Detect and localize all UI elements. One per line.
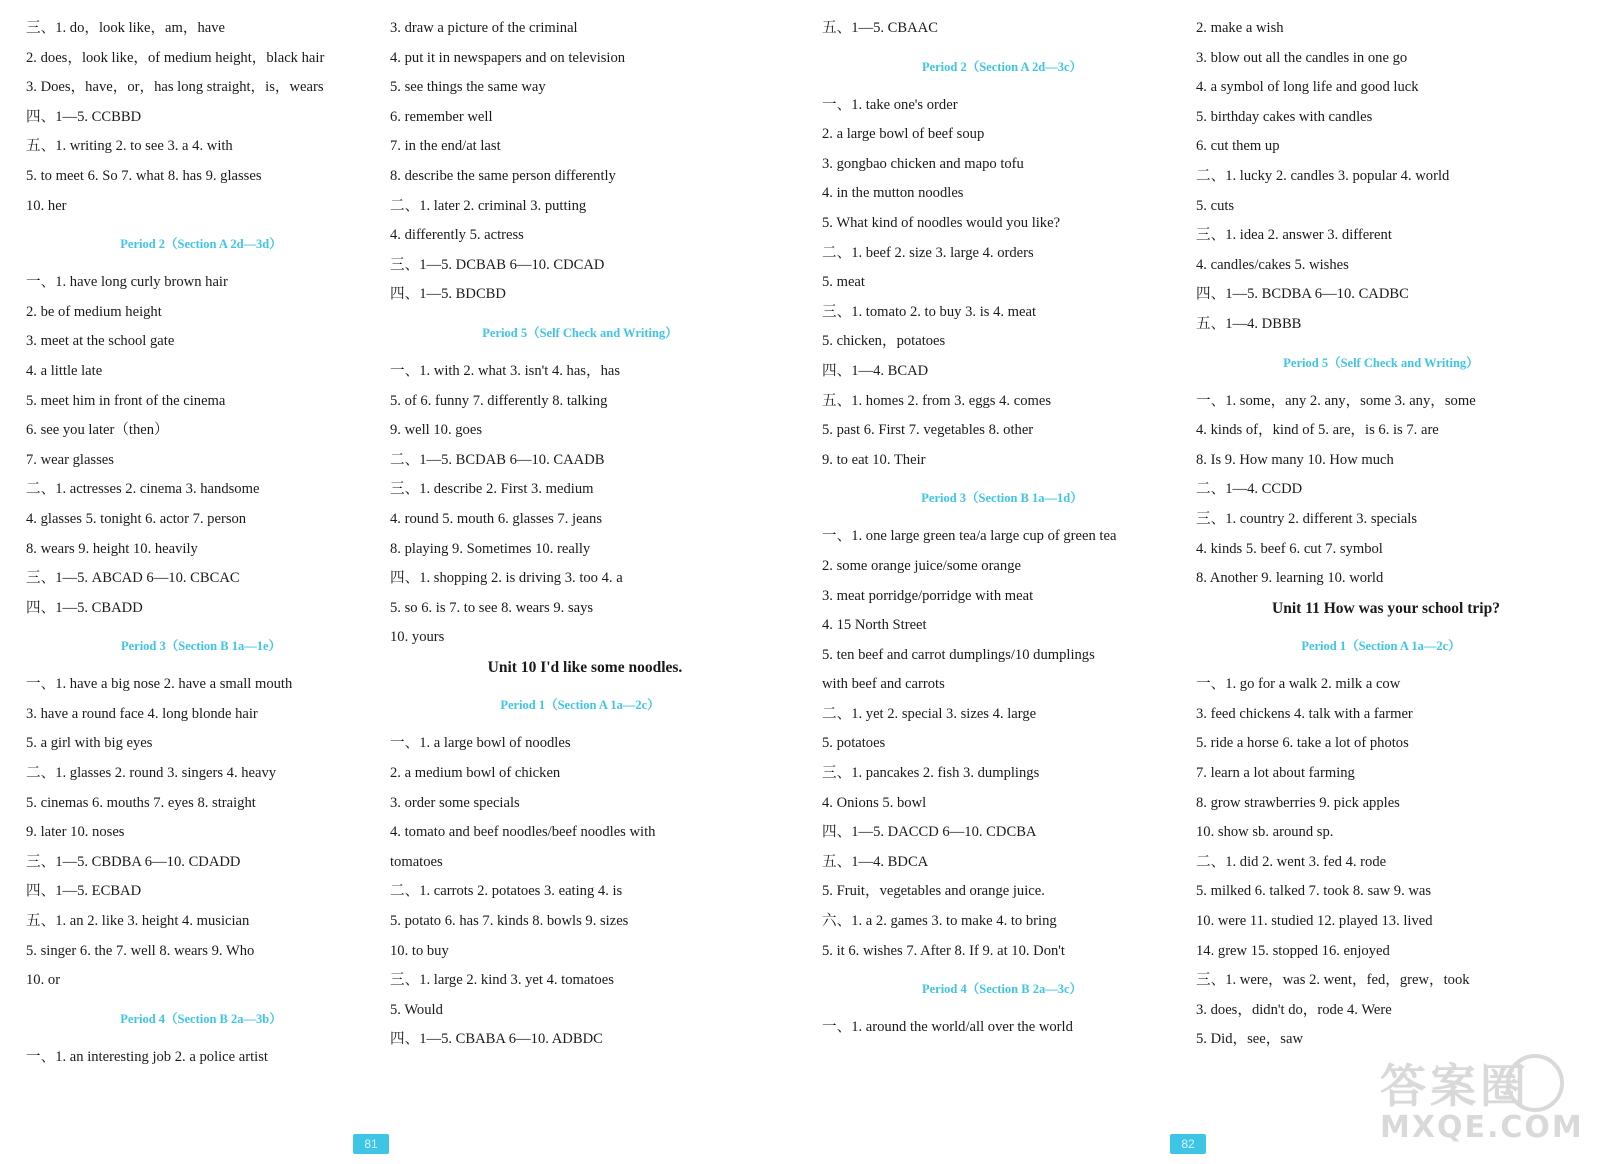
answer-line: 4. Onions 5. bowl — [822, 794, 927, 811]
answer-line: 三、1. tomato 2. to buy 3. is 4. meat — [822, 303, 1037, 320]
answer-line: 9. later 10. noses — [26, 824, 125, 841]
answer-line: 一、1. have a big nose 2. have a small mouth — [26, 676, 293, 693]
answer-line: 五、1—4. BDCA — [822, 853, 929, 870]
answer-line: 5. Fruit，vegetables and orange juice. — [822, 883, 1045, 900]
answer-line: 二、1. lucky 2. candles 3. popular 4. world — [1196, 167, 1450, 184]
answer-line: 五、1. homes 2. from 3. eggs 4. comes — [822, 392, 1052, 409]
section-heading: Period 2（Section A 2d—3d） — [120, 237, 282, 252]
answer-line: 2. a large bowl of beef soup — [822, 126, 985, 143]
answer-line: 5. Would — [390, 1001, 443, 1018]
answer-line: 四、1—5. BDCBD — [390, 286, 506, 303]
answer-line: 6. cut them up — [1196, 138, 1280, 155]
answer-line: 10. were 11. studied 12. played 13. lived — [1196, 913, 1433, 930]
answer-line: 3. gongbao chicken and mapo tofu — [822, 155, 1024, 172]
section-heading: Period 1（Section A 1a—2c） — [1301, 639, 1461, 654]
answer-line: 四、1—5. CCBBD — [26, 108, 142, 125]
answer-line: 14. grew 15. stopped 16. enjoyed — [1196, 942, 1390, 959]
answer-line: 四、1—4. BCAD — [822, 362, 929, 379]
answer-line: 一、1. take one's order — [822, 96, 958, 113]
answer-line: 五、1—5. CBAAC — [822, 20, 938, 36]
answer-line: 二、1. later 2. criminal 3. putting — [390, 197, 587, 214]
answer-line: 3. blow out all the candles in one go — [1196, 49, 1408, 66]
answer-line: with beef and carrots — [822, 676, 945, 693]
answer-line: 六、1. a 2. games 3. to make 4. to bring — [822, 913, 1057, 930]
section-heading: Period 4（Section B 2a—3b） — [120, 1011, 282, 1026]
answer-line: 五、1—4. DBBB — [1196, 315, 1302, 332]
watermark-logo — [1380, 1050, 1590, 1158]
answer-line: 三、1—5. DCBAB 6—10. CDCAD — [390, 256, 605, 273]
answer-line: 三、1. pancakes 2. fish 3. dumplings — [822, 765, 1040, 782]
unit-title: Unit 10 I'd like some noodles. — [487, 658, 683, 676]
column-4 — [1196, 14, 1566, 1055]
section-heading: Period 5（Self Check and Writing） — [1283, 355, 1479, 370]
answer-line: 2. make a wish — [1196, 20, 1284, 36]
column-2 — [390, 14, 770, 1055]
answer-line: 4. round 5. mouth 6. glasses 7. jeans — [390, 510, 602, 527]
answer-line: 4. differently 5. actress — [390, 227, 524, 244]
answer-line: 3. does，didn't do，rode 4. Were — [1196, 1001, 1392, 1018]
watermark-circle-icon — [1506, 1054, 1564, 1112]
answer-line: 5. potatoes — [822, 735, 886, 752]
answer-line: 4. tomato and beef noodles/beef noodles with — [390, 824, 656, 841]
answer-line: 五、1. an 2. like 3. height 4. musician — [26, 913, 250, 930]
page-number-left: 81 — [353, 1134, 389, 1154]
answer-line: 2. does，look like，of medium height，black hair — [26, 49, 325, 66]
section-heading: Period 5（Self Check and Writing） — [482, 325, 678, 340]
answer-line: 8. describe the same person differently — [390, 167, 616, 184]
answer-line: 4. candles/cakes 5. wishes — [1196, 256, 1349, 273]
answer-line: 三、1. describe 2. First 3. medium — [390, 481, 594, 498]
section-heading: Period 2（Section A 2d—3c） — [921, 59, 1083, 74]
answer-line: 三、1. large 2. kind 3. yet 4. tomatoes — [390, 972, 614, 989]
watermark-top-text: 答案圈 — [1380, 1059, 1530, 1113]
answer-line: 一、1. with 2. what 3. isn't 4. has，has — [390, 362, 621, 379]
answer-line: 10. or — [26, 972, 61, 989]
answer-line: 3. have a round face 4. long blonde hair — [26, 705, 258, 722]
answer-line: 5. ride a horse 6. take a lot of photos — [1196, 735, 1409, 752]
answer-line: 二、1. glasses 2. round 3. singers 4. heavy — [26, 765, 277, 782]
answer-line: 5. ten beef and carrot dumplings/10 dumplings — [822, 646, 1095, 663]
answer-line: 三、1. do，look like，am，have — [26, 20, 226, 36]
answer-line: 8. Another 9. learning 10. world — [1196, 570, 1384, 587]
answer-line: 4. kinds 5. beef 6. cut 7. symbol — [1196, 540, 1383, 557]
answer-line: 4. kinds of，kind of 5. are，is 6. is 7. are — [1196, 422, 1439, 439]
answer-line: 3. meet at the school gate — [26, 333, 175, 350]
watermark-bottom-text: MXQE.COM — [1380, 1110, 1584, 1145]
answer-line: 7. in the end/at last — [390, 138, 501, 155]
answer-line: 一、1. one large green tea/a large cup of green tea — [822, 528, 1117, 545]
answer-line: 二、1. yet 2. special 3. sizes 4. large — [822, 705, 1037, 722]
answer-line: tomatoes — [390, 853, 443, 870]
answer-line: 5. see things the same way — [390, 79, 546, 96]
answer-line: 5. milked 6. talked 7. took 8. saw 9. was — [1196, 883, 1432, 900]
answer-line: 三、1. country 2. different 3. specials — [1196, 510, 1418, 527]
answer-line: 5. meet him in front of the cinema — [26, 392, 226, 409]
answer-line: 10. to buy — [390, 942, 449, 959]
answer-line: 4. a symbol of long life and good luck — [1196, 79, 1419, 96]
answer-line: 3. draw a picture of the criminal — [390, 20, 578, 36]
answer-line: 8. Is 9. How many 10. How much — [1196, 451, 1394, 468]
answer-line: 五、1. writing 2. to see 3. a 4. with — [26, 138, 233, 155]
answer-line: 5. to meet 6. So 7. what 8. has 9. glasses — [26, 167, 262, 184]
column-1 — [26, 14, 376, 1072]
answer-line: 二、1. did 2. went 3. fed 4. rode — [1196, 853, 1387, 870]
answer-line: 5. cinemas 6. mouths 7. eyes 8. straight — [26, 794, 256, 811]
unit-title: Unit 11 How was your school trip? — [1272, 599, 1500, 617]
answer-line: 3. Does，have，or，has long straight，is，wears — [26, 79, 324, 96]
answer-line: 三、1. were，was 2. went，fed，grew，took — [1196, 972, 1470, 989]
answer-line: 10. yours — [390, 629, 445, 646]
page-number-right: 82 — [1170, 1134, 1206, 1154]
answer-line: 5. a girl with big eyes — [26, 735, 153, 752]
answer-line: 3. order some specials — [390, 794, 520, 811]
section-heading: Period 1（Section A 1a—2c） — [500, 698, 660, 713]
answer-line: 5. Did，see，saw — [1196, 1031, 1304, 1048]
answer-line: 一、1. go for a walk 2. milk a cow — [1196, 676, 1401, 693]
answer-line: 一、1. around the world/all over the world — [822, 1019, 1073, 1036]
answer-line: 2. be of medium height — [26, 303, 162, 320]
section-heading: Period 4（Section B 2a—3c） — [921, 982, 1083, 997]
answer-line: 4. glasses 5. tonight 6. actor 7. person — [26, 510, 247, 527]
answer-line: 三、1—5. CBDBA 6—10. CDADD — [26, 853, 241, 870]
answer-line: 一、1. an interesting job 2. a police artist — [26, 1048, 268, 1065]
answer-line: 3. meat porridge/porridge with meat — [822, 587, 1034, 604]
answer-line: 7. learn a lot about farming — [1196, 765, 1355, 782]
answer-line: 四、1—5. BCDBA 6—10. CADBC — [1196, 286, 1409, 303]
section-heading: Period 3（Section B 1a—1e） — [120, 639, 282, 654]
answer-line: 二、1. actresses 2. cinema 3. handsome — [26, 481, 260, 498]
answer-line: 三、1. idea 2. answer 3. different — [1196, 227, 1392, 244]
answer-line: 7. wear glasses — [26, 451, 114, 468]
answer-line: 2. some orange juice/some orange — [822, 557, 1021, 574]
answer-line: 5. potato 6. has 7. kinds 8. bowls 9. sizes — [390, 913, 629, 930]
answer-line: 一、1. some，any 2. any，some 3. any，some — [1196, 392, 1476, 409]
answer-line: 二、1. beef 2. size 3. large 4. orders — [822, 244, 1034, 261]
answer-line: 10. show sb. around sp. — [1196, 824, 1334, 841]
answer-line: 一、1. a large bowl of noodles — [390, 735, 571, 752]
column-3 — [822, 14, 1182, 1043]
answer-line: 5. singer 6. the 7. well 8. wears 9. Who — [26, 942, 255, 959]
answer-line: 四、1—5. DACCD 6—10. CDCBA — [822, 824, 1037, 841]
answer-line: 5. of 6. funny 7. differently 8. talking — [390, 392, 608, 409]
answer-line: 9. to eat 10. Their — [822, 451, 926, 468]
answer-line: 8. grow strawberries 9. pick apples — [1196, 794, 1400, 811]
answer-line: 8. playing 9. Sometimes 10. really — [390, 540, 591, 557]
answer-line: 四、1. shopping 2. is driving 3. too 4. a — [390, 570, 623, 587]
answer-line: 四、1—5. CBABA 6—10. ADBDC — [390, 1031, 603, 1048]
answer-line: 二、1. carrots 2. potatoes 3. eating 4. is — [390, 883, 623, 900]
answer-line: 2. a medium bowl of chicken — [390, 765, 561, 782]
answer-line: 二、1—4. CCDD — [1196, 481, 1303, 498]
answer-line: 10. her — [26, 197, 67, 214]
answer-line: 5. so 6. is 7. to see 8. wears 9. says — [390, 599, 594, 616]
answer-line: 5. What kind of noodles would you like? — [822, 214, 1061, 231]
answer-line: 三、1—5. ABCAD 6—10. CBCAC — [26, 570, 240, 587]
answer-line: 3. feed chickens 4. talk with a farmer — [1196, 705, 1413, 722]
answer-line: 6. remember well — [390, 108, 493, 125]
answer-line: 4. 15 North Street — [822, 617, 927, 634]
answer-line: 9. well 10. goes — [390, 422, 483, 439]
answer-line: 5. it 6. wishes 7. After 8. If 9. at 10. Don't — [822, 942, 1065, 959]
answer-line: 5. cuts — [1196, 197, 1235, 214]
answer-line: 8. wears 9. height 10. heavily — [26, 540, 198, 557]
answer-line: 5. chicken，potatoes — [822, 333, 946, 350]
answer-line: 4. put it in newspapers and on television — [390, 49, 626, 66]
answer-line: 四、1—5. CBADD — [26, 599, 143, 616]
answer-line: 6. see you later（then） — [26, 422, 169, 439]
section-heading: Period 3（Section B 1a—1d） — [921, 491, 1083, 506]
answer-line: 4. in the mutton noodles — [822, 185, 964, 202]
answer-line: 二、1—5. BCDAB 6—10. CAADB — [390, 451, 605, 468]
answer-line: 一、1. have long curly brown hair — [26, 274, 228, 291]
answer-line: 5. meat — [822, 274, 865, 291]
answer-line: 5. birthday cakes with candles — [1196, 108, 1373, 125]
answer-line: 5. past 6. First 7. vegetables 8. other — [822, 422, 1034, 439]
answer-line: 4. a little late — [26, 362, 103, 379]
answer-line: 四、1—5. ECBAD — [26, 883, 142, 900]
